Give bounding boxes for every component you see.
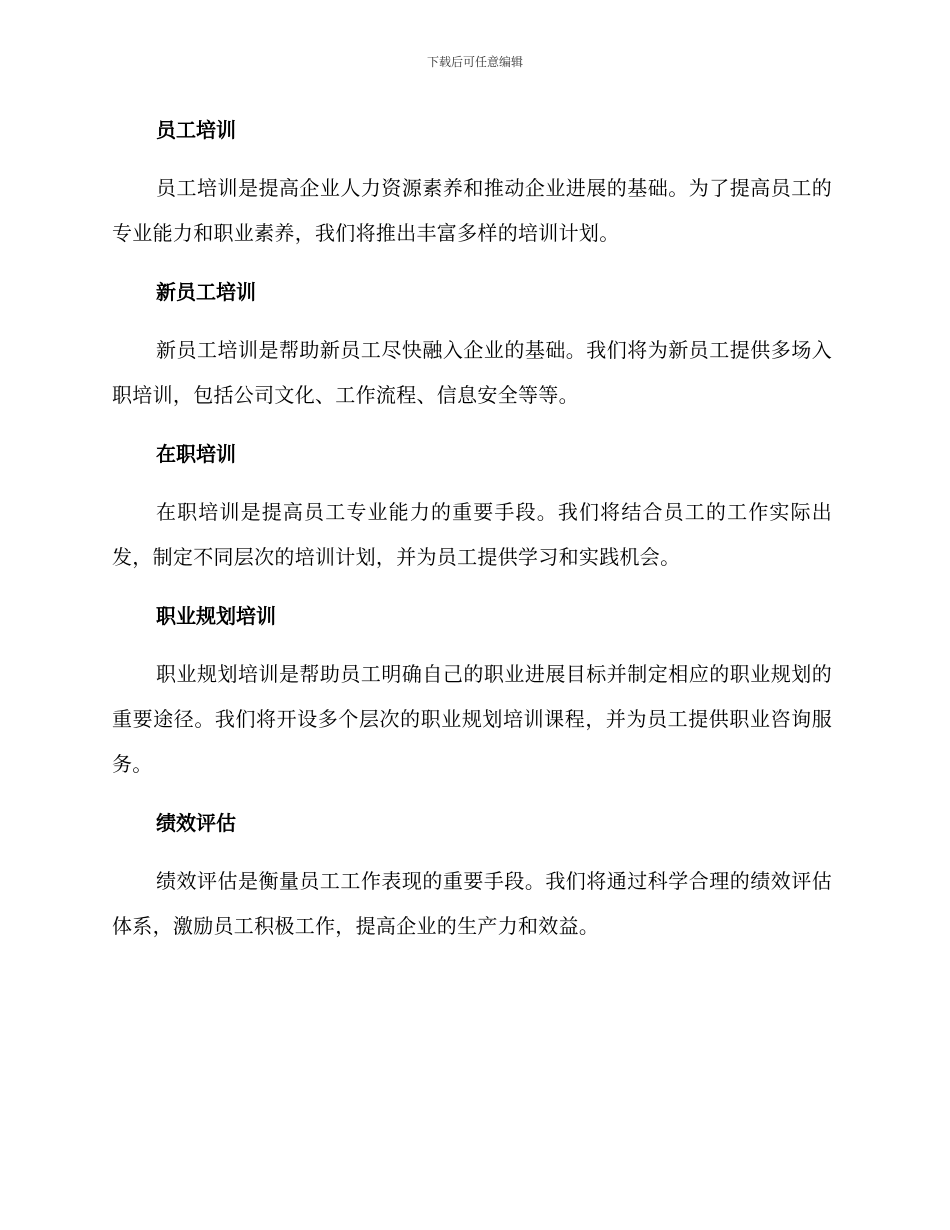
section-heading-career-planning-training: 职业规划培训 xyxy=(156,604,276,628)
section-heading-on-the-job-training: 在职培训 xyxy=(156,442,236,466)
section-paragraph-performance-evaluation: 绩效评估是衡量员工工作表现的重要手段。我们将通过科学合理的绩效评估体系，激励员工积极工作，提高企业的生产力和效益。 xyxy=(112,869,832,938)
section-heading-staff-training: 员工培训 xyxy=(156,118,236,142)
section-paragraph-staff-training: 员工培训是提高企业人力资源素养和推动企业进展的基础。为了提高员工的专业能力和职业素养，我们将推出丰富多样的培训计划。 xyxy=(112,176,832,245)
document-body xyxy=(112,108,832,963)
section-heading-new-employee-training: 新员工培训 xyxy=(156,280,256,304)
section-paragraph-on-the-job-training: 在职培训是提高员工专业能力的重要手段。我们将结合员工的工作实际出发，制定不同层次的培训计划，并为员工提供学习和实践机会。 xyxy=(112,500,832,569)
page-header: 下载后可任意编辑 xyxy=(426,55,523,69)
section-paragraph-new-employee-training: 新员工培训是帮助新员工尽快融入企业的基础。我们将为新员工提供多场入职培训，包括公司文化、工作流程、信息安全等等。 xyxy=(112,338,832,407)
section-paragraph-career-planning-training: 职业规划培训是帮助员工明确自己的职业进展目标并制定相应的职业规划的重要途径。我们将开设多个层次的职业规划培训课程，并为员工提供职业咨询服务。 xyxy=(112,662,832,776)
section-heading-performance-evaluation: 绩效评估 xyxy=(156,811,236,835)
